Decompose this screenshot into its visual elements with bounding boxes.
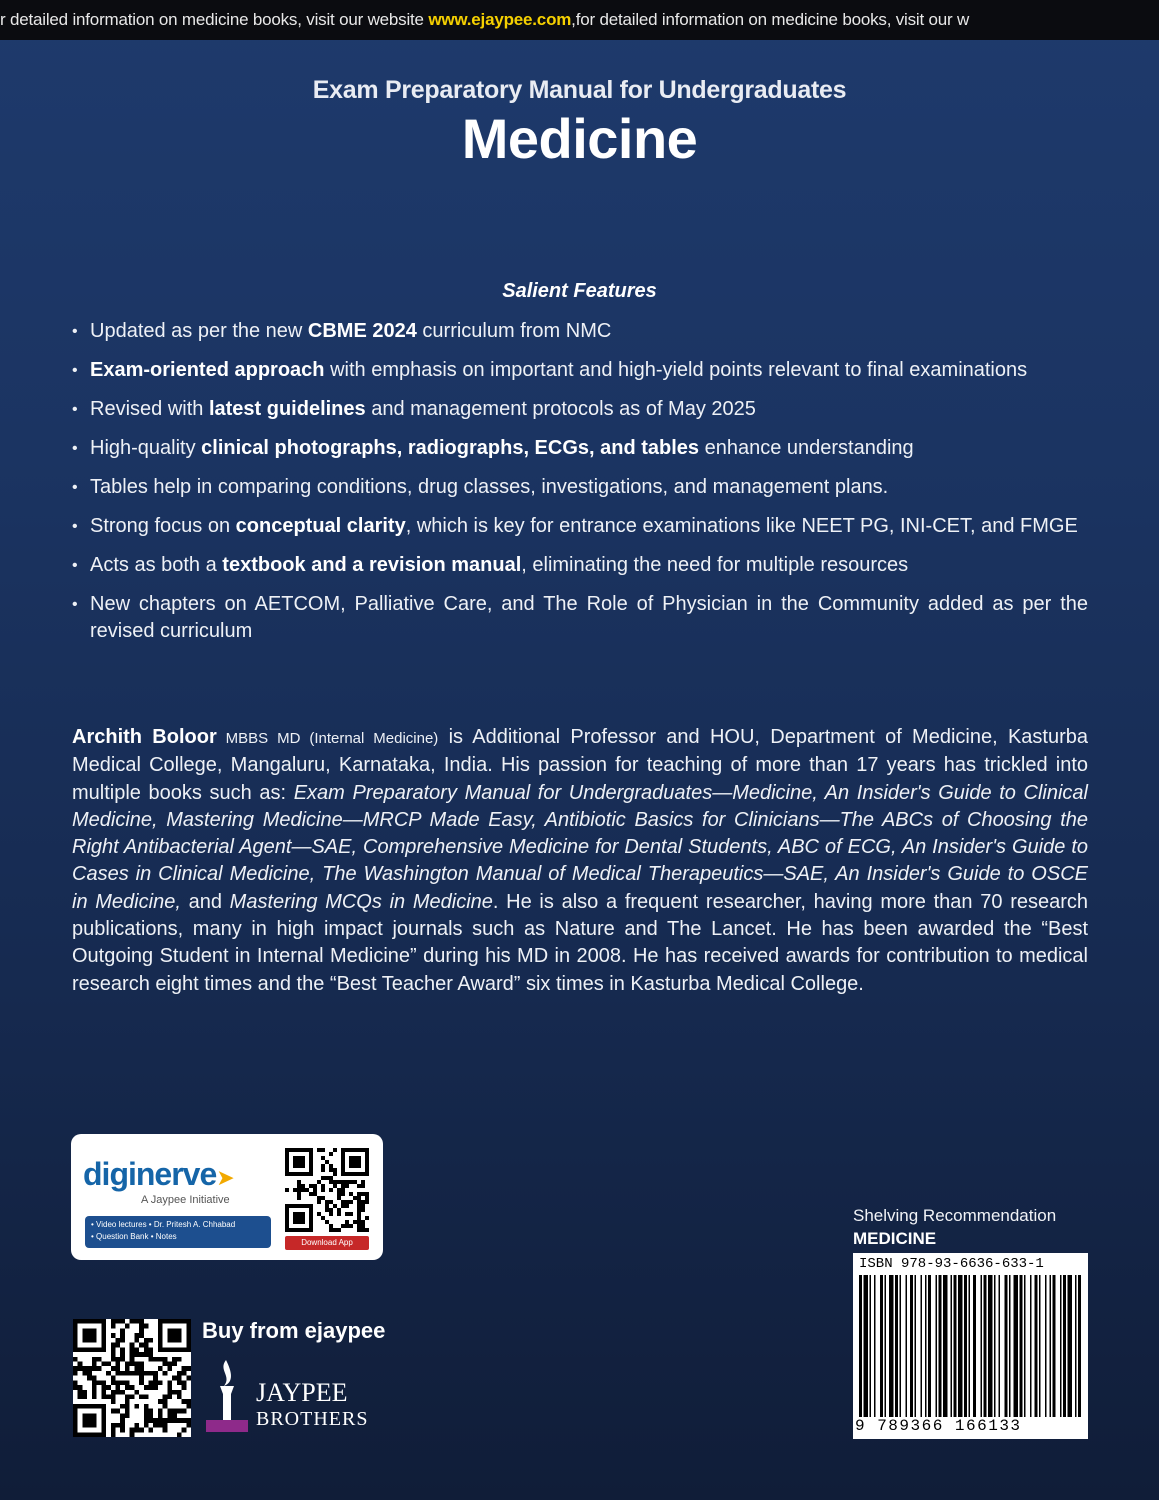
top-banner [0,0,1159,40]
publisher-name [256,1380,368,1432]
barcode-icon [857,1275,1084,1417]
author-degrees: MBBS MD (Internal Medicine) [216,730,439,747]
isbn-barcode [853,1253,1088,1439]
diginerve-feature-line: • Question Bank • Notes [91,1232,177,1241]
bio-text: . He is also a frequent researcher, having more than 70 research publications, many in high impact journals such as Nature and The Lancet. He has been awarded the “Best Outgoing Student in Internal Medicine” during his MD in 2008. He has received awards for contribution to medical research eight times and the “Best Teacher Award” six times in Kasturba Medical College. [72,890,1089,995]
diginerve-features-box [85,1216,271,1248]
feature-item: • Acts as both a textbook and a revision manual, eliminating the need for multiple resources [72,552,1088,579]
author-name: Archith Boloor [72,726,217,748]
feature-item: • High-quality clinical photographs, radiographs, ECGs, and tables enhance understanding [72,435,1088,462]
bio-text: is Additional Professor and HOU, Department of Medicine, Kasturba Medical College, Mangaluru, Karnataka, India. His passion for teaching of more than 17 years has trickled into multiple books such as: [72,726,1089,804]
author-bio [72,724,1088,998]
play-arrow-icon: ➤ [216,1165,234,1190]
diginerve-logo: diginerve➤ [83,1156,234,1192]
book-subtitle: Exam Preparatory Manual for Undergraduates [312,76,847,104]
banner-text-end: ,for detailed information on medicine books, visit our w [571,10,970,29]
shelving-category: MEDICINE [853,1229,937,1248]
feature-item: • New chapters on AETCOM, Palliative Care, and The Role of Physician in the Community added as per the revised curriculum [72,591,1088,645]
book-title: Medicine [461,107,698,170]
book-list: Exam Preparatory Manual for Undergraduates—Medicine, An Insider's Guide to Clinical Medicine, Mastering Medicine—MRCP Made Easy, Antibiotic Basics for Clinicians—The ABCs of Choosing the Right Antibacterial Agent—SAE, Comprehensive Medicine for Dental Students, ABC of ECG, An Insider's Guide to Cases in Clinical Medicine, The Washington Manual of Medical Therapeutics—SAE, An Insider's Guide to OSCE in Medicine, [72,781,1088,913]
shelving-recommendation [853,1204,1056,1250]
diginerve-feature-line: • Video lectures • Dr. Pritesh A. Chhabad [91,1220,236,1229]
isbn-label: ISBN 978-93-6636-633-1 [859,1256,1044,1272]
publisher-line: BROTHERS [256,1408,369,1430]
isbn-number: 9 789366 166133 [855,1417,1022,1435]
website-link[interactable]: www.ejaypee.com [428,10,572,29]
bio-text: and [180,890,230,913]
buy-qr-code-icon[interactable] [73,1319,191,1437]
diginerve-tagline: A Jaypee Initiative [141,1194,230,1206]
feature-item: • Updated as per the new CBME 2024 curriculum from NMC [72,318,1088,345]
feature-item: • Exam-oriented approach with emphasis on important and high-yield points relevant to final examinations [72,357,1088,384]
book-list: Mastering MCQs in Medicine [229,890,493,913]
feature-item: • Strong focus on conceptual clarity, which is key for entrance examinations like NEET PG, INI-CET, and FMGE [72,513,1088,540]
publisher-line: JAYPEE [256,1378,348,1407]
features-list [72,318,1088,657]
banner-text-start: r detailed information on medicine books, visit our website [0,10,429,29]
diginerve-card[interactable] [71,1134,383,1260]
download-app-button[interactable]: Download App [285,1236,369,1250]
feature-item: • Revised with latest guidelines and management protocols as of May 2025 [72,396,1088,423]
feature-item: • Tables help in comparing conditions, drug classes, investigations, and management plans. [72,474,1088,501]
buy-label: Buy from ejaypee [202,1318,386,1343]
diginerve-qr-code-icon[interactable] [285,1148,369,1232]
jaypee-torch-logo-icon [204,1356,250,1434]
features-heading: Salient Features [502,280,657,302]
shelving-label: Shelving Recommendation [853,1206,1057,1225]
